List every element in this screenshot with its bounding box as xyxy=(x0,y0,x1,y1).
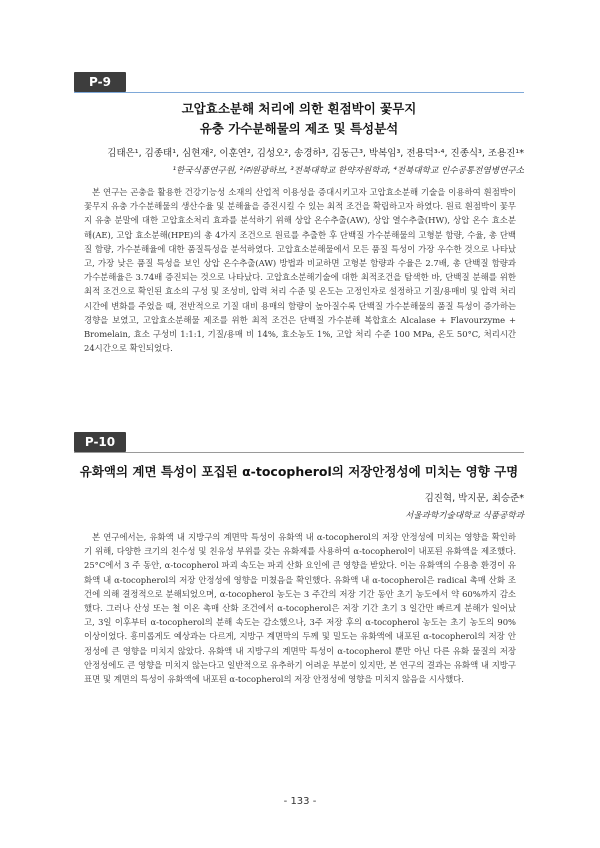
p10-authors: 김진혁, 박지문, 최승준* xyxy=(424,493,524,504)
section-divider-p10 xyxy=(74,452,524,453)
p9-authors: 김태은¹, 김종태¹, 심현재², 이훈연², 김성오², 송경하³, 김동근³, 박복임³, 전용덕³·⁴, 진종식³, 조용진¹* xyxy=(107,148,524,159)
section-tag-p10: P-10 xyxy=(74,432,126,452)
section-tag-p9: P-9 xyxy=(74,72,126,92)
section-divider-p9 xyxy=(74,92,524,93)
p9-affiliations: ¹한국식품연구원, ²㈜원광하브, ³전북대학교 한약자원학과, ⁴전북대학교 인수공통전염병연구소 xyxy=(172,166,524,176)
p10-affiliation: 서울과학기술대학교 식품공학과 xyxy=(405,511,524,521)
p9-title-line2: 유충 가수분해물의 제조 및 특성분석 xyxy=(199,121,399,136)
page-number: - 133 - xyxy=(283,796,317,807)
p10-title: 유화액의 계면 특성이 포집된 α-tocopherol의 저장안정성에 미치는 영향 구명 xyxy=(79,464,519,479)
p9-title-line1: 고압효소분해 처리에 의한 흰점박이 꽃무지 xyxy=(181,101,417,116)
p9-abstract: 본 연구는 곤충을 활용한 건강기능성 소재의 산업적 이용성을 증대시키고자 고압효소분해 기술을 이용하여 흰점박이 꽃무지 유충 가수분해물의 생산수율 및 분해율을 증진시킬 수 있는 최적 조건을 확립하고자 하였다. 원료 흰점박이 꽃무지 유충 분말에 대한 고압효소처리 효과를 분석하기 위해 상압 온수추출(AW), 상압 열수추출(HW), 상압 온수 효소분해(AE), 고압 효소분해(HPE)의 총 4가지 조건으로 원료를 추출한 후 단백질 가수분해물의 고형분 함량, 수율, 총 단백질 함량, 가수분해율에 대한 품질특성을 분석하였다. 고압효소분해물에서 모든 품질 특성이 가장 우수한 것으로 나타났고, 가장 낮은 품질 특성을 보인 상압 온수추출(AW) 방법과 비교하면 고형분 함량과 수율은 2.7배, 총 단백질 함량과 가수분해율은 3.74배 증진되는 것으로 나타났다. 고압효소분해기술에 대한 최적조건을 탐색한 바, 단백질 분해를 위한 최적 조건으로 확인된 효소의 구성 및 조성비, 압력 처리 수준 및 온도는 고정인자로 설정하고 기질/용매비 및 압력 처리 시간에 변화를 주었을 때, 전반적으로 기질 대비 용매의 함량이 높아질수록 단백질 가수분해물의 품질 특성이 증가하는 경향을 보였고, 고압효소분해물 제조를 위한 최적 조건은 단백질 가수분해 복합효소 Alcalase + Flavourzyme + Bromelain, 효소 구성비 1:1:1, 기질/용매 비 14%, 효소농도 1%, 고압 처리 수준 100 MPa, 온도 50°C, 처리시간 24시간으로 확인되었다. xyxy=(84,187,516,354)
p10-abstract: 본 연구에서는, 유화액 내 지방구의 계면막 특성이 유화액 내 α-tocopherol의 저장 안정성에 미치는 영향을 확인하기 위해, 다양한 크기의 친수성 및 친유성 부위를 갖는 유화제를 사용하여 α-tocopherol이 내포된 유화액을 제조했다. 25°C에서 3 주 동안, α-tocopherol 파괴 속도는 파괴 산화 요인에 큰 영향을 받았다. 이는 유화액의 수용층 환경이 유화액 내 α-tocopherol의 저장 안정성에 영향을 미쳤음을 확인했다. 유화액 내 α-tocopherol은 radical 촉매 산화 조건에 의해 결정적으로 분해되었으며, α-tocopherol 농도는 3 주간의 저장 기간 동안 초기 농도에서 약 60%까지 감소했다. 그러나 산성 또는 철 이온 촉매 산화 조건에서 α-tocopherol은 저장 기간 초기 3 일간만 빠르게 분해가 일어났고, 3일 이후부터 α-tocopherol의 분해 속도는 감소했으나, 3주 저장 후의 α-tocopherol 농도는 초기 농도의 90% 이상이었다. 흥미롭게도 예상과는 다르게, 지방구 계면막의 두께 및 밀도는 유화액에 내포된 α-tocopherol의 저장 안정성에 큰 영향을 미치지 않았다. 유화액 내 지방구의 계면막 특성이 α-tocopherol 뿐만 아닌 다른 유화 물질의 저장 안정성에도 큰 영향을 미치지 않는다고 일반적으로 유추하기 어려운 부분이 있지만, 본 연구의 결과는 유화액 내 지방구 표면 및 계면의 특성이 유화액에 내포된 α-tocopherol의 저장 안정성에 영향을 미치지 않음을 시사했다. xyxy=(84,532,516,685)
